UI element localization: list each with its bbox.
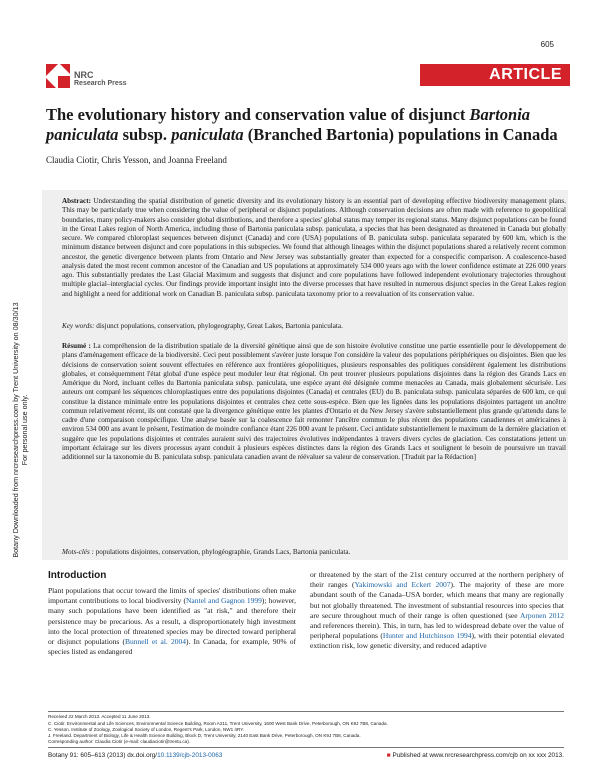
- ref-link-arponen[interactable]: Arponen 2012: [519, 610, 564, 620]
- footnote-divider: [48, 711, 564, 712]
- nrc-logo: [44, 62, 184, 92]
- keywords-label: Key words:: [62, 322, 95, 330]
- footer-divider: [48, 747, 564, 748]
- title-italic-1: Bartonia paniculata: [46, 105, 531, 144]
- page-number: 605: [540, 40, 554, 49]
- col1-text-b: ); however, many such populations have been identified as "at risk," and therefore their persistence may be precarious. As a result, a disproportionately high investment into the local protection of threatened species may be directed toward peripheral or disjunct populations (: [48, 596, 296, 647]
- ref-link-yakimowski[interactable]: Yakimowski and Eckert 2007: [354, 580, 451, 590]
- resume-label: Résumé :: [62, 342, 91, 350]
- abstract-text: Understanding the spatial distribution of genetic diversity and its evolutionary history is an essential part of developing effective biodiversity management plans. This may be particularly true when considering the value of peripheral or disjunct populations. Although conservation decisions are often made with reference to geopolitical boundaries, many policy-makers also consider global distributions, and therefore a species' global status may temper its regional status. Many disjunct populations can be found in the Great Lakes region of North America, including those of Bartonia paniculata subsp. paniculata, a species that has been designated as threatened in Canada but globally secure. We compared chloroplast sequences between disjunct (Canada) and core (USA) populations of B. paniculata subsp. paniculata separated by 600 km, which is the minimum distance between disjunct and core populations in this subspecies. We found that although lineages within the disjunct populations shared a relatively recent common ancestor, the genetic divergence between plants from Ontario and New Jersey was substantially greater than expected for a conspecific comparison. A coalescence-based analysis dated the most recent common ancestor of the Canadian and US populations at approximately 534 000 years ago with the lower confidence estimate at 226 000 years ago. This substantially predates the Last Glacial Maximum and suggests that disjunct and core populations have followed independent evolutionary trajectories throughout multiple glacial–interglacial cycles. Our findings provide important insight into the diverse processes that have resulted in numerous disjunct species in the Great Lakes region and highlight a need for additional work on Canadian B. paniculata subsp. paniculata taxonomy prior to a reevaluation of its conservation value.: [62, 197, 566, 298]
- affiliation-ciotir: C. Ciotir. Environmental and Life Sciences, Environmental Science Building, Room A211, Trent University, 1600 West Bank Drive, Peterborough, ON K9J 7B8, Canada.: [48, 721, 388, 726]
- col2-text-b: ). The majority of these are more abundant south of the Canada–USA border, which means that many are regionally but not globally threatened. The investment of substantial resources into species that are secure throughout much of their range is often questioned (see: [310, 580, 564, 620]
- nrc-marker-icon: ■: [386, 752, 391, 759]
- col2-text-c: and references therein). This, in turn, has led to widespread debate over the value of peripheral populations (: [310, 621, 564, 641]
- ref-link-hunter[interactable]: Hunter and Hutchinson 1994: [382, 631, 472, 641]
- logo-text-press: Research Press: [74, 80, 127, 87]
- corresponding-author: Corresponding author: Claudia Ciotir (e-mail: claudiaciotir@trentu.ca).: [48, 739, 191, 744]
- ref-link-bunnell[interactable]: Bunnell et al. 2004: [125, 637, 186, 647]
- doi-link[interactable]: 10.1139/cjb-2013-0063: [157, 752, 223, 759]
- article-title: [46, 105, 566, 145]
- introduction-heading: Introduction: [48, 570, 107, 581]
- received-dates: Received 22 March 2013. Accepted 11 June 2013.: [48, 714, 151, 719]
- citation-prefix: Botany 91: 605–613 (2013) dx.doi.org/: [48, 752, 158, 759]
- resume-text: La compréhension de la distribution spatiale de la diversité génétique ainsi que de son histoire évolutive constitue une partie essentielle pour le développement de plans d'aménagement efficace de la biodiversité. Ceci peut possiblement s'avérer juste lorsque l'on considère la valeur des populations périphériques ou disjointes. Bien que les décisions de conservation soient souvent effectuées en référence aux frontières géopolitiques, plusieurs responsables des politiques considèrent également les distributions globales, et conséquemment l'état global d'une espèce peut moduler leur état régional. On peut trouver plusieurs populations disjointes dans la région des Grands Lacs en Amérique du Nord, incluant celles du Bartonia paniculata subsp. paniculata, une espèce ayant été désignée comme menacées au Canada, mais globalement sécurisée. Les auteurs ont comparé les séquences chloroplastiques entre des populations disjointes (Canada) et centrales (EU) du B. paniculata subsp. paniculata séparées de 600 km, ce qui constitue la distance minimale entre les populations disjointes et centrales chez cette sous-espèce. Bien que les lignées dans les populations disjointes partagent un ancêtre commun relativement récent, ils ont constaté que la divergence génétique entre les plantes d'Ontario et du New Jersey s'avère substantiellement plus grande qu'attendu dans le cadre d'une comparaison conspécifique. Une analyse basée sur la coalescence fait remonter l'ancêtre commun le plus récent des populations canadiennes et américaines à environ 534 000 ans avant le présent, l'estimation de moindre confiance étant 226 000 avant le présent. Ceci antidate substantiellement le maximum de la dernière glaciation et suggère que les populations disjointes et centrales auraient suivi des trajectoires évolutives indépendantes à travers divers cycles de glaciation. Ces constatations jettent un important éclairage sur les divers processus ayant conduit à plusieurs espèces distinctes dans la région des Grands Lacs et soulignent le besoin de poursuivre un travail additionnel sur la taxonomie du B. paniculata subsp. paniculata canadien avant de réévaluer sa valeur de conservation. [Traduit par la Rédaction]: [62, 342, 566, 461]
- citation: [48, 752, 222, 759]
- article-banner: [420, 64, 570, 86]
- nrc-logo-icon: [44, 62, 72, 90]
- mots-cles-label: Mots-clés :: [62, 548, 94, 556]
- keywords-text: disjunct populations, conservation, phylogeography, Great Lakes, Bartonia paniculata.: [94, 322, 343, 330]
- affiliation-yesson: C. Yesson. Institute of Zoology, Zoological Society of London, Regent's Park, London, NW1 4RY.: [48, 727, 244, 732]
- body-column-right: [310, 570, 564, 652]
- side-note-line2: For personal use only.: [20, 394, 29, 466]
- ref-link-nantel[interactable]: Nantel and Gagnon 1999: [186, 596, 262, 606]
- download-side-note: [0, 250, 40, 610]
- title-italic-2: paniculata: [171, 125, 244, 144]
- published-text: Published at www.nrcresearchpress.com/cjb on xx xxx 2013.: [392, 752, 564, 759]
- article-banner-label: ARTICLE: [489, 66, 562, 83]
- col1-text-a: Plant populations that occur toward the limits of species' distributions often make important contributions to local biodiversity (: [48, 586, 296, 606]
- logo-text-nrc: NRC: [74, 70, 94, 80]
- col1-text-c: ). In Canada, for example, 90% of species listed as endangered: [48, 637, 297, 657]
- title-text-2: subsp.: [118, 125, 172, 144]
- abstract-label: Abstract:: [62, 197, 91, 205]
- title-text-1: The evolutionary history and conservation value of disjunct: [46, 105, 470, 124]
- mots-cles-text: populations disjointes, conservation, phylogéographie, Grands Lacs, Bartonia paniculata.: [93, 548, 351, 556]
- resume: [62, 342, 566, 462]
- mots-cles: [62, 548, 566, 557]
- title-text-3: (Branched Bartonia) populations in Canada: [243, 125, 558, 144]
- abstract: [62, 197, 566, 299]
- side-note-line1: Botany Downloaded from nrcresearchpress.com by Trent University on 08/30/13: [11, 302, 20, 558]
- authors: Claudia Ciotir, Chris Yesson, and Joanna Freeland: [46, 155, 227, 165]
- body-column-left: [48, 586, 296, 657]
- published-note: [387, 752, 564, 759]
- col2-text-d: ), with their potential elevated extinction risk, low genetic diversity, and reduced adaptive: [310, 631, 564, 651]
- keywords: [62, 322, 566, 331]
- affiliation-freeland: J. Freeland. Department of Biology, Life & Health Science Building, Block D, Trent University, 2140 East Bank Drive, Peterborough, ON K9J 7B8, Canada.: [48, 733, 361, 738]
- col2-text-a: or threatened by the start of the 21st century occurred at the northern periphery of their ranges (: [310, 570, 564, 590]
